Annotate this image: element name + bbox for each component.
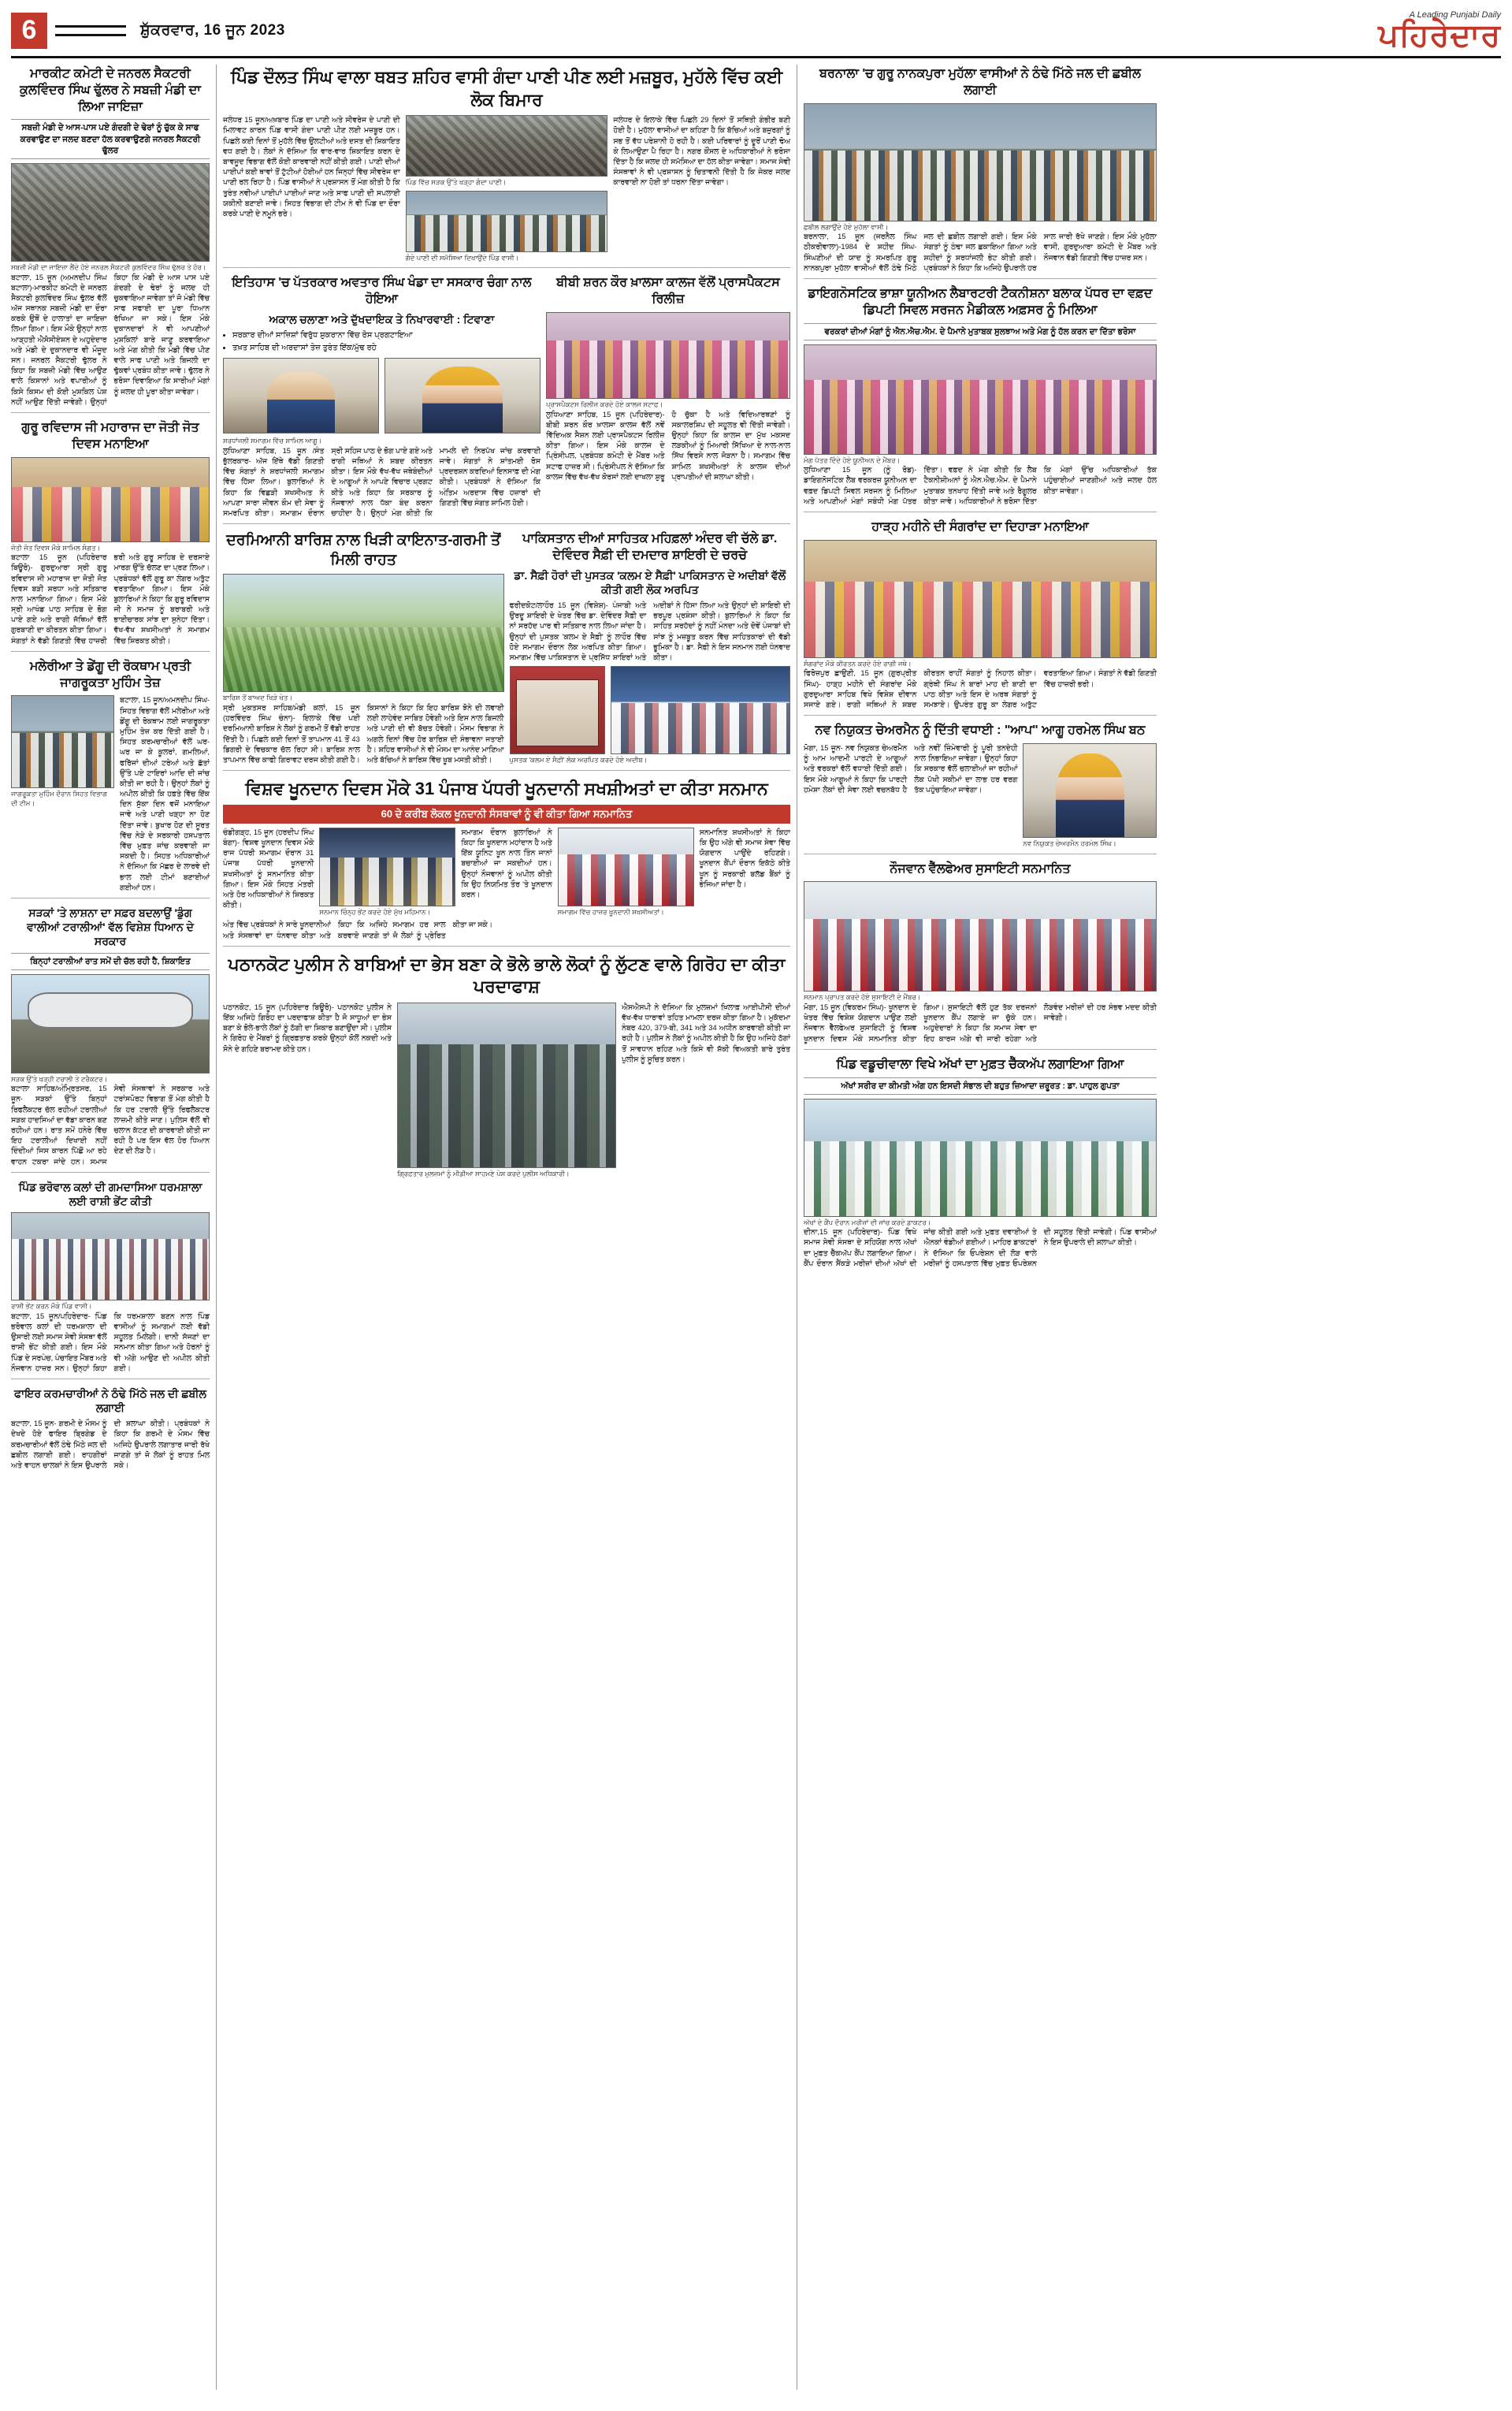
article-trolley [11, 904, 210, 1173]
bullet-item: • ਤਖ਼ਤ ਸਾਹਿਬ ਦੀ ਅਰਦਾਸਾਂ ਤੇਜ਼ ਤੁਰੰਤ ਇੱਕ/ਮੁੱਢ ਰਹੇ [232, 343, 541, 355]
article-columns [223, 115, 790, 262]
article-guru-ravidas [11, 419, 210, 652]
photo-caption: ਪ੍ਰਾਸਪੈਕਟਸ ਰਿਲੀਜ਼ ਕਰਦੇ ਹੋਏ ਕਾਲਜ ਸਟਾਫ। [546, 400, 663, 408]
article-body: ਬਟਾਲਾ, 15 ਜੂਨ- ਗਰਮੀ ਦੇ ਮੌਸਮ ਨੂੰ ਦੇਖਦੇ ਹੋਏ ਫਾਇਰ ਬ੍ਰਿਗੇਡ ਦੇ ਕਰਮਚਾਰੀਆਂ ਵੱਲੋਂ ਠੰਢੇ ਮਿੱਠੇ ਜਲ ਦੀ ਛਬੀਲ ਲਗਾਈ ਗਈ। ਰਾਹਗੀਰਾਂ ਅਤੇ ਵਾਹਨ ਚਾਲਕਾਂ ਨੇ ਇਸ ਉਪਰਾਲੇ ਦੀ ਸ਼ਲਾਘਾ ਕੀਤੀ। ਪ੍ਰਬੰਧਕਾਂ ਨੇ ਕਿਹਾ ਕਿ ਗਰਮੀ ਦੇ ਮੌਸਮ ਵਿੱਚ ਅਜਿਹੇ ਉਪਰਾਲੇ ਲਗਾਤਾਰ ਜਾਰੀ ਰੱਖੇ ਜਾਣਗੇ ਤਾਂ ਜੋ ਲੋਕਾਂ ਨੂੰ ਰਾਹਤ ਮਿਲ ਸਕੇ। [11, 1419, 210, 1470]
photo-caption: ਜੋਤੀ ਜੋਤ ਦਿਵਸ ਮੌਕੇ ਸ਼ਾਮਿਲ ਸੰਗਤ। [11, 543, 101, 552]
photo-caption: ਰਾਸ਼ੀ ਭੇਂਟ ਕਰਨ ਮੌਕੇ ਪਿੰਡ ਵਾਸੀ। [11, 1302, 92, 1311]
article-body: ਫਰੀਦਕੋਟ/ਲਾਹੌਰ 15 ਜੂਨ (ਵਿਸ਼ੇਸ਼)- ਪੰਜਾਬੀ ਅਤੇ ਉਰਦੂ ਸ਼ਾਇਰੀ ਦੇ ਖੇਤਰ ਵਿੱਚ ਡਾ. ਦੇਵਿੰਦਰ ਸੈਫ਼ੀ ਦਾ ਨਾਂ ਸਰਹੱਦ ਪਾਰ ਵੀ ਸਤਿਕਾਰ ਨਾਲ ਲਿਆ ਜਾਂਦਾ ਹੈ। ਉਨ੍ਹਾਂ ਦੀ ਪੁਸਤਕ 'ਕਲਮ ਏ ਸੈਫ਼ੀ' ਨੂੰ ਲਾਹੌਰ ਵਿੱਚ ਹੋਏ ਸਮਾਗਮ ਦੌਰਾਨ ਲੋਕ ਅਰਪਿਤ ਕੀਤਾ ਗਿਆ। ਸਮਾਗਮ ਵਿੱਚ ਪਾਕਿਸਤਾਨ ਦੇ ਪ੍ਰਸਿੱਧ ਸ਼ਾਇਰਾਂ ਅਤੇ ਅਦੀਬਾਂ ਨੇ ਹਿੱਸਾ ਲਿਆ ਅਤੇ ਉਨ੍ਹਾਂ ਦੀ ਸ਼ਾਇਰੀ ਦੀ ਭਰਪੂਰ ਪ੍ਰਸ਼ੰਸਾ ਕੀਤੀ। ਬੁਲਾਰਿਆਂ ਨੇ ਕਿਹਾ ਕਿ ਸਾਹਿਤ ਸਰਹੱਦਾਂ ਨੂੰ ਨਹੀਂ ਮੰਨਦਾ ਅਤੇ ਦੋਵੇਂ ਪੰਜਾਬਾਂ ਦੀ ਸਾਂਝ ਨੂੰ ਮਜ਼ਬੂਤ ਕਰਨ ਵਿੱਚ ਸਾਹਿਤਕਾਰਾਂ ਦੀ ਵੱਡੀ ਭੂਮਿਕਾ ਹੈ। ਡਾ. ਸੈਫ਼ੀ ਨੇ ਇਸ ਸਨਮਾਨ ਲਈ ਧੰਨਵਾਦ ਕੀਤਾ। [509, 601, 790, 661]
article-photo [11, 163, 210, 262]
article-body-2: ਸਮਾਗਮ ਦੌਰਾਨ ਬੁਲਾਰਿਆਂ ਨੇ ਕਿਹਾ ਕਿ ਖੂਨਦਾਨ ਮਹਾਂਦਾਨ ਹੈ ਅਤੇ ਇੱਕ ਯੂਨਿਟ ਖੂਨ ਨਾਲ ਤਿੰਨ ਜਾਨਾਂ ਬਚਾਈਆਂ ਜਾ ਸਕਦੀਆਂ ਹਨ। ਉਨ੍ਹਾਂ ਨੌਜਵਾਨਾਂ ਨੂੰ ਅਪੀਲ ਕੀਤੀ ਕਿ ਉਹ ਨਿਯਮਿਤ ਤੌਰ 'ਤੇ ਖੂਨਦਾਨ ਕਰਨ। [461, 828, 552, 899]
article-body-4: ਅੰਤ ਵਿੱਚ ਪ੍ਰਬੰਧਕਾਂ ਨੇ ਸਾਰੇ ਖੂਨਦਾਨੀਆਂ ਅਤੇ ਸੰਸਥਾਵਾਂ ਦਾ ਧੰਨਵਾਦ ਕੀਤਾ ਅਤੇ ਕਿਹਾ ਕਿ ਅਜਿਹੇ ਸਮਾਗਮ ਹਰ ਸਾਲ ਕਰਵਾਏ ਜਾਣਗੇ ਤਾਂ ਜੋ ਲੋਕਾਂ ਨੂੰ ਪ੍ਰੇਰਿਤ ਕੀਤਾ ਜਾ ਸਕੇ। [223, 921, 493, 939]
article-barnala-chabeel [804, 65, 1157, 279]
article-body: ਲੁਧਿਆਣਾ ਸਾਹਿਬ, 15 ਜੂਨ /ਸੰਤ ਭੁੱਲਰਕਾਰ- ਅੱਜ ਇੱਥੇ ਵੱਡੀ ਗਿਣਤੀ ਵਿੱਚ ਸੰਗਤਾਂ ਨੇ ਸ਼ਰਧਾਂਜਲੀ ਸਮਾਗਮ ਵਿੱਚ ਹਿੱਸਾ ਲਿਆ। ਬੁਲਾਰਿਆਂ ਨੇ ਕਿਹਾ ਕਿ ਵਿਛੜੀ ਸ਼ਖਸੀਅਤ ਨੇ ਆਪਣਾ ਸਾਰਾ ਜੀਵਨ ਕੌਮ ਦੀ ਸੇਵਾ ਨੂੰ ਸਮਰਪਿਤ ਕੀਤਾ। ਸਮਾਗਮ ਦੌਰਾਨ ਸ੍ਰੀ ਸਹਿਜ ਪਾਠ ਦੇ ਭੋਗ ਪਾਏ ਗਏ ਅਤੇ ਰਾਗੀ ਜਥਿਆਂ ਨੇ ਸ਼ਬਦ ਕੀਰਤਨ ਕੀਤਾ। ਇਸ ਮੌਕੇ ਵੱਖ-ਵੱਖ ਜਥੇਬੰਦੀਆਂ ਦੇ ਆਗੂਆਂ ਨੇ ਆਪਣੇ ਵਿਚਾਰ ਪ੍ਰਗਟ ਕੀਤੇ ਅਤੇ ਕਿਹਾ ਕਿ ਸਰਕਾਰ ਨੂੰ ਨੌਜਵਾਨਾਂ ਨਾਲ ਧੱਕਾ ਬੰਦ ਕਰਨਾ ਚਾਹੀਦਾ ਹੈ। ਉਨ੍ਹਾਂ ਮੰਗ ਕੀਤੀ ਕਿ ਮਾਮਲੇ ਦੀ ਨਿਰਪੱਖ ਜਾਂਚ ਕਰਵਾਈ ਜਾਵੇ। ਸੰਗਤਾਂ ਨੇ ਸ਼ਾਂਤਮਈ ਰੋਸ ਪ੍ਰਦਰਸ਼ਨ ਕਰਦਿਆਂ ਇਨਸਾਫ਼ ਦੀ ਮੰਗ ਕੀਤੀ। ਪ੍ਰਬੰਧਕਾਂ ਨੇ ਦੱਸਿਆ ਕਿ ਅੰਤਿਮ ਅਰਦਾਸ ਵਿੱਚ ਹਜ਼ਾਰਾਂ ਦੀ ਗਿਣਤੀ ਵਿੱਚ ਸੰਗਤ ਸ਼ਾਮਿਲ ਹੋਈ। [223, 446, 541, 517]
article-body-1: ਚੰਡੀਗੜ੍ਹ, 15 ਜੂਨ (ਹਰਦੀਪ ਸਿੰਘ ਬੰਗਾ)- ਵਿਸ਼ਵ ਖੂਨਦਾਨ ਦਿਵਸ ਮੌਕੇ ਰਾਜ ਪੱਧਰੀ ਸਮਾਗਮ ਦੌਰਾਨ 31 ਪੰਜਾਬ ਪੱਧਰੀ ਖੂਨਦਾਨੀ ਸ਼ਖਸੀਅਤਾਂ ਨੂੰ ਸਨਮਾਨਿਤ ਕੀਤਾ ਗਿਆ। ਇਸ ਮੌਕੇ ਸਿਹਤ ਮੰਤਰੀ ਅਤੇ ਹੋਰ ਅਧਿਕਾਰੀਆਂ ਨੇ ਸ਼ਿਰਕਤ ਕੀਤੀ। [223, 828, 314, 910]
headline: ਪਿੰਡ ਵਡੂਚੀਵਾਲਾ ਵਿਖੇ ਅੱਖਾਂ ਦਾ ਮੁਫ਼ਤ ਚੈੱਕਅੱਪ ਲਗਾਇਆ ਗਿਆ [836, 1057, 1124, 1071]
article-body: ਬਟਾਲਾ, 15 ਜੂਨ/ਪਹਿਰੇਦਾਰ- ਪਿੰਡ ਭਰੋਵਾਲ ਕਲਾਂ ਦੀ ਧਰਮਸ਼ਾਲਾ ਦੀ ਉਸਾਰੀ ਲਈ ਸਮਾਜ ਸੇਵੀ ਸੰਸਥਾ ਵੱਲੋਂ ਰਾਸ਼ੀ ਭੇਂਟ ਕੀਤੀ ਗਈ। ਇਸ ਮੌਕੇ ਪਿੰਡ ਦੇ ਸਰਪੰਚ, ਪੰਚਾਇਤ ਮੈਂਬਰ ਅਤੇ ਨੌਜਵਾਨ ਹਾਜ਼ਰ ਸਨ। ਉਨ੍ਹਾਂ ਕਿਹਾ ਕਿ ਧਰਮਸ਼ਾਲਾ ਬਣਨ ਨਾਲ ਪਿੰਡ ਵਾਸੀਆਂ ਨੂੰ ਸਮਾਗਮਾਂ ਲਈ ਵੱਡੀ ਸਹੂਲਤ ਮਿਲੇਗੀ। ਦਾਨੀ ਸੱਜਣਾਂ ਦਾ ਸਨਮਾਨ ਕੀਤਾ ਗਿਆ ਅਤੇ ਹੋਰਨਾਂ ਨੂੰ ਵੀ ਅੱਗੇ ਆਉਣ ਦੀ ਅਪੀਲ ਕੀਤੀ ਗਈ। [11, 1312, 210, 1372]
article-new-appointment [804, 721, 1157, 854]
photo-caption-b: ਸਮਾਗਮ ਵਿੱਚ ਹਾਜ਼ਰ ਖੂਨਦਾਨੀ ਸ਼ਖਸੀਅਤਾਂ। [557, 907, 664, 916]
page-grid [11, 65, 1501, 2390]
headline: ਪਿੰਡ ਦੌਲਤ ਸਿੰਘ ਵਾਲਾ ਥਬਤ ਸ਼ਹਿਰ ਵਾਸੀ ਗੰਦਾ ਪਾਣੀ ਪੀਣ ਲਈ ਮਜ਼ਬੂਰ, ਮੁਹੱਲੇ ਵਿੱਚ ਕਈ ਲੋਕ ਬਿਮਾਰ [230, 67, 783, 110]
article-photo [546, 312, 790, 399]
photo-caption: ਨਵ ਨਿਯੁਕਤ ਚੇਅਰਮੈਨ ਹਰਮੇਲ ਸਿੰਘ। [1023, 839, 1116, 847]
article-banner: 60 ਦੇ ਕਰੀਬ ਲੋਕਲ ਖੂਨਦਾਨੀ ਸੰਸਥਾਵਾਂ ਨੂੰ ਵੀ ਕੀਤਾ ਗਿਆ ਸਨਮਾਨਿਤ [223, 805, 790, 824]
article-photo [804, 103, 1157, 221]
article-photo [804, 344, 1157, 455]
article-body: ਸ੍ਰੀ ਮੁਕਤਸਰ ਸਾਹਿਬ/ਮੰਡੀ ਕਲਾਂ, 15 ਜੂਨ (ਹਰਵਿੰਦਰ ਸਿੰਘ ਚੰਨਾ)- ਇਲਾਕੇ ਵਿੱਚ ਪਈ ਦਰਮਿਆਨੀ ਬਾਰਿਸ਼ ਨੇ ਲੋਕਾਂ ਨੂੰ ਗਰਮੀ ਤੋਂ ਵੱਡੀ ਰਾਹਤ ਦਿੱਤੀ ਹੈ। ਪਿਛਲੇ ਕਈ ਦਿਨਾਂ ਤੋਂ ਤਾਪਮਾਨ 41 ਤੋਂ 43 ਡਿਗਰੀ ਦੇ ਵਿਚਕਾਰ ਚੱਲ ਰਿਹਾ ਸੀ। ਬਾਰਿਸ਼ ਨਾਲ ਤਾਪਮਾਨ ਵਿੱਚ ਕਾਫੀ ਗਿਰਾਵਟ ਦਰਜ ਕੀਤੀ ਗਈ ਹੈ। ਕਿਸਾਨਾਂ ਨੇ ਕਿਹਾ ਕਿ ਇਹ ਬਾਰਿਸ਼ ਝੋਨੇ ਦੀ ਲਵਾਈ ਲਈ ਲਾਹੇਵੰਦ ਸਾਬਿਤ ਹੋਵੇਗੀ ਅਤੇ ਇਸ ਨਾਲ ਬਿਜਲੀ ਅਤੇ ਪਾਣੀ ਦੀ ਵੀ ਬੱਚਤ ਹੋਵੇਗੀ। ਮੌਸਮ ਵਿਭਾਗ ਨੇ ਅਗਲੇ ਦਿਨਾਂ ਵਿੱਚ ਹੋਰ ਬਾਰਿਸ਼ ਦੀ ਸੰਭਾਵਨਾ ਜਤਾਈ ਹੈ। ਸ਼ਹਿਰ ਵਾਸੀਆਂ ਨੇ ਵੀ ਮੌਸਮ ਦਾ ਆਨੰਦ ਮਾਣਿਆ ਅਤੇ ਬੱਚਿਆਂ ਨੇ ਬਾਰਿਸ਼ ਵਿੱਚ ਖੂਬ ਮਸਤੀ ਕੀਤੀ। [223, 704, 504, 764]
article-photo [1023, 743, 1157, 838]
photo-caption: ਪੁਸਤਕ 'ਕਲਮ ਏ ਸੈਫ਼ੀ' ਲੋਕ ਅਰਪਿਤ ਕਰਦੇ ਹੋਏ ਅਦੀਬ। [509, 756, 648, 765]
headline: ਵਿਸ਼ਵ ਖੂਨਦਾਨ ਦਿਵਸ ਮੌਕੇ 31 ਪੰਜਾਬ ਪੱਧਰੀ ਖੂਨਦਾਨੀ ਸਖਸ਼ੀਅਤਾਂ ਦਾ ਕੀਤਾ ਸਨਮਾਨ [245, 779, 768, 799]
article-body: ਫਿਰੋਜ਼ਪੁਰ ਛਾਉਣੀ, 15 ਜੂਨ (ਗੁਰਪ੍ਰੀਤ ਸਿੰਘ)- ਹਾੜ੍ਹ ਮਹੀਨੇ ਦੀ ਸੰਗਰਾਂਦ ਮੌਕੇ ਗੁਰਦੁਆਰਾ ਸਾਹਿਬ ਵਿਖੇ ਵਿਸ਼ੇਸ਼ ਦੀਵਾਨ ਸਜਾਏ ਗਏ। ਰਾਗੀ ਜਥਿਆਂ ਨੇ ਸ਼ਬਦ ਕੀਰਤਨ ਰਾਹੀਂ ਸੰਗਤਾਂ ਨੂੰ ਨਿਹਾਲ ਕੀਤਾ। ਗ੍ਰੰਥੀ ਸਿੰਘ ਨੇ ਬਾਰਾਂ ਮਾਹ ਦੀ ਬਾਣੀ ਦਾ ਪਾਠ ਕੀਤਾ ਅਤੇ ਇਸ ਦੇ ਅਰਥ ਸੰਗਤਾਂ ਨੂੰ ਸਮਝਾਏ। ਉਪਰੰਤ ਗੁਰੂ ਕਾ ਲੰਗਰ ਅਤੁੱਟ ਵਰਤਾਇਆ ਗਿਆ। ਸੰਗਤਾਂ ਨੇ ਵੱਡੀ ਗਿਣਤੀ ਵਿੱਚ ਹਾਜ਼ਰੀ ਭਰੀ। [804, 669, 1157, 709]
masthead-rule [55, 25, 126, 36]
article-bharowal [11, 1178, 210, 1379]
subheadline: ਅੱਖਾਂ ਸਰੀਰ ਦਾ ਕੀਮਤੀ ਅੰਗ ਹਨ ਇਸਦੀ ਸੰਭਾਲ ਦੀ ਬਹੁਤ ਜ਼ਿਆਦਾ ਜ਼ਰੂਰਤ : ਡਾ. ਪਾਹੁਲ ਗੁਪਤਾ [804, 1077, 1157, 1095]
article-body: ਬਟਾਲਾ 15 ਜੂਨ (ਪਹਿਰੇਦਾਰ ਬਿਊਰੋ)- ਗੁਰਦੁਆਰਾ ਸ੍ਰੀ ਗੁਰੂ ਰਵਿਦਾਸ ਜੀ ਮਹਾਰਾਜ ਦਾ ਜੋਤੀ ਜੋਤ ਦਿਵਸ ਬੜੀ ਸ਼ਰਧਾ ਅਤੇ ਸਤਿਕਾਰ ਨਾਲ ਮਨਾਇਆ ਗਿਆ। ਇਸ ਮੌਕੇ ਸ੍ਰੀ ਆਖੰਡ ਪਾਠ ਸਾਹਿਬ ਦੇ ਭੋਗ ਪਾਏ ਗਏ ਅਤੇ ਰਾਗੀ ਜੱਥਿਆਂ ਵੱਲੋਂ ਗੁਰਬਾਣੀ ਦਾ ਕੀਰਤਨ ਕੀਤਾ ਗਿਆ। ਸੰਗਤਾਂ ਨੇ ਵੱਡੀ ਗਿਣਤੀ ਵਿੱਚ ਹਾਜ਼ਰੀ ਭਰੀ ਅਤੇ ਗੁਰੂ ਸਾਹਿਬ ਦੇ ਦਰਸਾਏ ਮਾਰਗ ਉੱਤੇ ਚੱਲਣ ਦਾ ਪ੍ਰਣ ਲਿਆ। ਪ੍ਰਬੰਧਕਾਂ ਵੱਲੋਂ ਗੁਰੂ ਕਾ ਲੰਗਰ ਅਤੁੱਟ ਵਰਤਾਇਆ ਗਿਆ। ਇਸ ਮੌਕੇ ਬੁਲਾਰਿਆਂ ਨੇ ਕਿਹਾ ਕਿ ਗੁਰੂ ਰਵਿਦਾਸ ਜੀ ਨੇ ਸਮਾਜ ਨੂੰ ਬਰਾਬਰੀ ਅਤੇ ਭਾਈਚਾਰਕ ਸਾਂਝ ਦਾ ਸੁਨੇਹਾ ਦਿੱਤਾ। ਵੱਖ-ਵੱਖ ਸ਼ਖਸੀਅਤਾਂ ਨੇ ਸਮਾਗਮ ਵਿੱਚ ਸ਼ਿਰਕਤ ਕੀਤੀ। [11, 553, 210, 645]
photo-caption-a: ਸਨਮਾਨ ਚਿੰਨ੍ਹ ਭੇਂਟ ਕਰਦੇ ਹੋਏ ਮੁੱਖ ਮਹਿਮਾਨ। [319, 907, 431, 916]
article-pathankot-police [223, 952, 790, 1184]
article-photo [804, 881, 1157, 992]
masthead-logo: ਪਹਿਰੇਦਾਰ [1378, 17, 1501, 53]
article-parsurkar-and-college [223, 273, 790, 524]
article-photo-a [223, 358, 379, 433]
subheadline: ਡਾ. ਸੈਫ਼ੀ ਹੋਰਾਂ ਦੀ ਪੁਸਤਕ 'ਕਲਮ ਏ ਸੈਫ਼ੀ' ਪਾਕਿਸਤਾਨ ਦੇ ਅਦੀਬਾਂ ਵੱਲੋਂ ਕੀਤੀ ਗਈ ਲੋਕ ਅਰਪਿਤ [514, 568, 786, 596]
headline: ਬਰਨਾਲਾ 'ਚ ਗੁਰੂ ਨਾਨਕਪੁਰਾ ਮੁਹੱਲਾ ਵਾਸੀਆਂ ਨੇ ਠੰਢੇ ਮਿੱਠੇ ਜਲ ਦੀ ਛਬੀਲ ਲਗਾਈ [819, 67, 1141, 97]
article-columns [223, 1003, 790, 1179]
masthead-logo-wrap [1378, 10, 1501, 51]
article-body: ਦੀਨਾ,15 ਜੂਨ (ਪਹਿਰੇਦਾਰ)- ਪਿੰਡ ਵਿਖੇ ਸਮਾਜ ਸੇਵੀ ਸੰਸਥਾ ਦੇ ਸਹਿਯੋਗ ਨਾਲ ਅੱਖਾਂ ਦਾ ਮੁਫ਼ਤ ਚੈੱਕਅੱਪ ਕੈਂਪ ਲਗਾਇਆ ਗਿਆ। ਕੈਂਪ ਦੌਰਾਨ ਸੈਂਕੜੇ ਮਰੀਜ਼ਾਂ ਦੀਆਂ ਅੱਖਾਂ ਦੀ ਜਾਂਚ ਕੀਤੀ ਗਈ ਅਤੇ ਮੁਫ਼ਤ ਦਵਾਈਆਂ ਤੇ ਐਨਕਾਂ ਵੰਡੀਆਂ ਗਈਆਂ। ਮਾਹਿਰ ਡਾਕਟਰਾਂ ਨੇ ਦੱਸਿਆ ਕਿ ਓਪਰੇਸ਼ਨ ਦੀ ਲੋੜ ਵਾਲੇ ਮਰੀਜ਼ਾਂ ਨੂੰ ਹਸਪਤਾਲ ਵਿੱਚ ਮੁਫ਼ਤ ਓਪਰੇਸ਼ਨ ਦੀ ਸਹੂਲਤ ਦਿੱਤੀ ਜਾਵੇਗੀ। ਪਿੰਡ ਵਾਸੀਆਂ ਨੇ ਇਸ ਉਪਰਾਲੇ ਦੀ ਸ਼ਲਾਘਾ ਕੀਤੀ। [804, 1228, 1157, 1267]
book-cover-photo [510, 666, 605, 754]
article-body: ਲੁਧਿਆਣਾ 15 ਜੂਨ (ਨੂੰ ਰੋਡ)- ਡਾਇਗਨੋਸਟਿਕ ਲੈਬ ਵਰਕਰਜ਼ ਯੂਨੀਅਨ ਦਾ ਵਫ਼ਦ ਡਿਪਟੀ ਸਿਵਲ ਸਰਜਨ ਨੂੰ ਮਿਲਿਆ ਅਤੇ ਆਪਣੀਆਂ ਮੰਗਾਂ ਸਬੰਧੀ ਮੰਗ ਪੱਤਰ ਦਿੱਤਾ। ਵਫ਼ਦ ਨੇ ਮੰਗ ਕੀਤੀ ਕਿ ਲੈਬ ਟੈਕਨੀਸ਼ੀਅਨਾਂ ਨੂੰ ਐਨ.ਐਚ.ਐਮ. ਦੇ ਪੈਮਾਨੇ ਮੁਤਾਬਕ ਤਨਖਾਹ ਦਿੱਤੀ ਜਾਵੇ ਅਤੇ ਰੈਗੂਲਰ ਕੀਤਾ ਜਾਵੇ। ਅਧਿਕਾਰੀਆਂ ਨੇ ਭਰੋਸਾ ਦਿੱਤਾ ਕਿ ਮੰਗਾਂ ਉੱਚ ਅਧਿਕਾਰੀਆਂ ਤੱਕ ਪਹੁੰਚਾਈਆਂ ਜਾਣਗੀਆਂ ਅਤੇ ਜਲਦ ਹੱਲ ਕੀਤਾ ਜਾਵੇਗਾ। [804, 466, 1157, 505]
two-article-row [223, 273, 790, 519]
subheadline: ਅਕਾਲ ਚਲਾਣਾ ਅਤੇ ਦੁੱਖਦਾਇਕ ਤੇ ਨਿਖਾਰਵਾਈ : ਟਿਵਾਣਾ [269, 312, 495, 326]
article-body-right: ਐਸਐਸਪੀ ਨੇ ਦੱਸਿਆ ਕਿ ਮੁਲਜ਼ਮਾਂ ਖ਼ਿਲਾਫ਼ ਆਈਪੀਸੀ ਦੀਆਂ ਵੱਖ-ਵੱਖ ਧਾਰਾਵਾਂ ਤਹਿਤ ਮਾਮਲਾ ਦਰਜ ਕੀਤਾ ਗਿਆ ਹੈ। ਮੁਕੱਦਮਾ ਨੰਬਰ 420, 379-ਬੀ, 341 ਅਤੇ 34 ਅਧੀਨ ਕਾਰਵਾਈ ਕੀਤੀ ਜਾ ਰਹੀ ਹੈ। ਪੁਲੀਸ ਨੇ ਲੋਕਾਂ ਨੂੰ ਅਪੀਲ ਕੀਤੀ ਹੈ ਕਿ ਉਹ ਅਜਿਹੇ ਠੱਗਾਂ ਤੋਂ ਸਾਵਧਾਨ ਰਹਿਣ ਅਤੇ ਕਿਸੇ ਵੀ ਸ਼ੱਕੀ ਵਿਅਕਤੀ ਬਾਰੇ ਤੁਰੰਤ ਪੁਲੀਸ ਨੂੰ ਸੂਚਿਤ ਕਰਨ। [622, 1003, 790, 1063]
headline: ਪਿੰਡ ਭਰੋਵਾਲ ਕਲਾਂ ਦੀ ਗਮਦਾਸਿਆ ਧਰਮਸ਼ਾਲਾ ਲਈ ਰਾਸ਼ੀ ਭੇਂਟ ਕੀਤੀ [18, 1180, 202, 1207]
photo-caption: ਅੱਖਾਂ ਦੇ ਕੈਂਪ ਦੌਰਾਨ ਮਰੀਜ਼ਾਂ ਦੀ ਜਾਂਚ ਕਰਦੇ ਡਾਕਟਰ। [804, 1218, 931, 1226]
headline: ਪਾਕਿਸਤਾਨ ਦੀਆਂ ਸਾਹਿਤਕ ਮਹਿਫ਼ਲਾਂ ਅੰਦਰ ਵੀ ਚੱਲੇ ਡਾ. ਦੇਵਿੰਦਰ ਸੈਫ਼ੀ ਦੀ ਦਮਦਾਰ ਸ਼ਾਇਰੀ ਦੇ ਚਰਚੇ [522, 532, 778, 562]
article-columns [223, 828, 790, 917]
article-photo [397, 1003, 616, 1168]
article-body-side: ਬਟਾਲਾ, 15 ਜੂਨ/ਅਮਨਦੀਪ ਸਿੰਘ- ਸਿਹਤ ਵਿਭਾਗ ਵੱਲੋਂ ਮਲੇਰੀਆ ਅਤੇ ਡੇਂਗੂ ਦੀ ਰੋਕਥਾਮ ਲਈ ਜਾਗਰੂਕਤਾ ਮੁਹਿੰਮ ਤੇਜ਼ ਕਰ ਦਿੱਤੀ ਗਈ ਹੈ। ਸਿਹਤ ਕਰਮਚਾਰੀਆਂ ਵੱਲੋਂ ਘਰ-ਘਰ ਜਾ ਕੇ ਕੂਲਰਾਂ, ਗਮਲਿਆਂ, ਫਰਿੱਜਾਂ ਦੀਆਂ ਟਰੇਆਂ ਅਤੇ ਛੱਤਾਂ ਉੱਤੇ ਪਏ ਟਾਇਰਾਂ ਆਦਿ ਦੀ ਜਾਂਚ ਕੀਤੀ ਜਾ ਰਹੀ ਹੈ। ਉਨ੍ਹਾਂ ਲੋਕਾਂ ਨੂੰ ਅਪੀਲ ਕੀਤੀ ਕਿ ਹਫ਼ਤੇ ਵਿੱਚ ਇੱਕ ਦਿਨ ਸੁੱਕਾ ਦਿਨ ਵਜੋਂ ਮਨਾਇਆ ਜਾਵੇ ਅਤੇ ਪਾਣੀ ਖੜ੍ਹਾ ਨਾ ਹੋਣ ਦਿੱਤਾ ਜਾਵੇ। ਬੁਖਾਰ ਹੋਣ ਦੀ ਸੂਰਤ ਵਿੱਚ ਨੇੜੇ ਦੇ ਸਰਕਾਰੀ ਹਸਪਤਾਲ ਵਿੱਚ ਮੁਫ਼ਤ ਜਾਂਚ ਕਰਵਾਈ ਜਾ ਸਕਦੀ ਹੈ। ਸਿਹਤ ਅਧਿਕਾਰੀਆਂ ਨੇ ਦੱਸਿਆ ਕਿ ਮੱਛਰ ਦੇ ਲਾਰਵੇ ਦੀ ਭਾਲ ਲਈ ਟੀਮਾਂ ਬਣਾਈਆਂ ਗਈਆਂ ਹਨ। [120, 696, 210, 891]
subheadline: ਬਿਨ੍ਹਾਂ ਟਰਾਲੀਆਂ ਰਾਤ ਸਮੇਂ ਦੀ ਚੱਲ ਰਹੀ ਹੈ, ਸ਼ਿਕਾਇਤ [11, 953, 210, 970]
article-body-3: ਸਨਮਾਨਿਤ ਸ਼ਖਸੀਅਤਾਂ ਨੇ ਕਿਹਾ ਕਿ ਉਹ ਅੱਗੇ ਵੀ ਸਮਾਜ ਸੇਵਾ ਵਿੱਚ ਯੋਗਦਾਨ ਪਾਉਂਦੇ ਰਹਿਣਗੇ। ਖੂਨਦਾਨ ਕੈਂਪਾਂ ਦੌਰਾਨ ਇਕੱਠੇ ਕੀਤੇ ਖੂਨ ਨੂੰ ਸਰਕਾਰੀ ਬਲੱਡ ਬੈਂਕਾਂ ਨੂੰ ਭੇਜਿਆ ਜਾਂਦਾ ਹੈ। [699, 828, 790, 888]
page-number: 6 [11, 13, 47, 49]
photo-caption: ਗ੍ਰਿਫ਼ਤਾਰ ਮੁਲਜ਼ਮਾਂ ਨੂੰ ਮੀਡੀਆ ਸਾਹਮਣੇ ਪੇਸ਼ ਕਰਦੇ ਪੁਲੀਸ ਅਧਿਕਾਰੀ। [396, 1169, 570, 1178]
article-pakistan-media [510, 530, 791, 765]
article-bibi-sharan [546, 273, 790, 519]
photo-caption: ਮੰਗ ਪੱਤਰ ਦਿੰਦੇ ਹੋਏ ਯੂਨੀਅਨ ਦੇ ਮੈਂਬਰ। [804, 456, 901, 464]
photo-caption: ਛਬੀਲ ਲਗਾਉਂਦੇ ਹੋਏ ਮੁਹੱਲਾ ਵਾਸੀ। [804, 222, 889, 231]
masthead-tagline: A Leading Punjabi Daily [1409, 9, 1501, 20]
headline: ਨੌਜਵਾਨ ਵੈੱਲਫੇਅਰ ਸੁਸਾਇਟੀ ਸਨਮਾਨਿਤ [890, 861, 1071, 876]
headline: ਪਠਾਨਕੋਟ ਪੁਲੀਸ ਨੇ ਬਾਬਿਆਂ ਦਾ ਭੇਸ ਬਣਾ ਕੇ ਭੋਲੇ ਭਾਲੇ ਲੋਕਾਂ ਨੂੰ ਲੁੱਟਣ ਵਾਲੇ ਗਿਰੋਹ ਦਾ ਕੀਤਾ ਪਰਦਾਫਾਸ਼ [228, 954, 786, 997]
headline: ਨਵ ਨਿਯੁਕਤ ਚੇਅਰਮੈਨ ਨੂੰ ਦਿੱਤੀ ਵਧਾਈ : "ਆਪ" ਆਗੂ ਹਰਮੇਲ ਸਿੰਘ ਬਠ [815, 724, 1146, 738]
article-fire-chabeel [11, 1385, 210, 1475]
headline: ਡਾਇਗਨੋਸਟਿਕ ਭਾਸ਼ਾ ਯੂਨੀਅਨ ਲੈਬਾਰਟਰੀ ਟੈਕਨੀਸ਼ਨਾ ਬਲਾਕ ਪੱਧਰ ਦਾ ਵਫ਼ਦ ਡਿਪਟੀ ਸਿਵਲ ਸਰਜਨ ਮੈਡੀਕਲ ਅਫ਼ਸਰ ਨੂੰ ਮਿਲਿਆ [808, 286, 1153, 317]
two-article-row [223, 530, 790, 765]
article-eye-camp [804, 1055, 1157, 1274]
subheadline: ਵਰਕਰਾਂ ਦੀਆਂ ਮੰਗਾਂ ਨੂੰ ਐਨ.ਐਚ.ਐਮ. ਦੇ ਪੈਮਾਨੇ ਮੁਤਾਬਕ ਸੁਲਝਾਅ ਅਤੇ ਮੰਗ ਨੂੰ ਹੱਲ ਕਰਨ ਦਾ ਦਿੱਤਾ ਭਰੋਸਾ [804, 323, 1157, 340]
article-body: ਮੋਗਾ, 15 ਜੂਨ- ਨਵ ਨਿਯੁਕਤ ਚੇਅਰਮੈਨ ਨੂੰ ਆਮ ਆਦਮੀ ਪਾਰਟੀ ਦੇ ਆਗੂਆਂ ਅਤੇ ਵਰਕਰਾਂ ਵੱਲੋਂ ਵਧਾਈ ਦਿੱਤੀ ਗਈ। ਇਸ ਮੌਕੇ ਆਗੂਆਂ ਨੇ ਕਿਹਾ ਕਿ ਪਾਰਟੀ ਹਮੇਸ਼ਾ ਲੋਕਾਂ ਦੀ ਸੇਵਾ ਲਈ ਵਚਨਬੱਧ ਹੈ ਅਤੇ ਨਵੀਂ ਜ਼ਿੰਮੇਵਾਰੀ ਨੂੰ ਪੂਰੀ ਤਨਦੇਹੀ ਨਾਲ ਨਿਭਾਇਆ ਜਾਵੇਗਾ। ਉਨ੍ਹਾਂ ਕਿਹਾ ਕਿ ਸਰਕਾਰ ਵੱਲੋਂ ਚਲਾਈਆਂ ਜਾ ਰਹੀਆਂ ਲੋਕ ਪੱਖੀ ਸਕੀਮਾਂ ਦਾ ਲਾਭ ਹਰ ਵਰਗ ਤੱਕ ਪਹੁੰਚਾਇਆ ਜਾਵੇਗਾ। [804, 743, 1018, 794]
bullet-item: • ਸਰਕਾਰ ਦੀਆਂ ਸਾਜ਼ਿਸ਼ਾਂ ਵਿਰੁੱਧ ਸ਼ੁਕਰਾਨਾ ਵਿੱਚ ਰੋਸ ਪ੍ਰਗਟਾਇਆ [232, 330, 541, 342]
photo-caption: ਬਾਰਿਸ਼ ਤੋਂ ਬਾਅਦ ਖਿੜੇ ਖੇਤ। [223, 694, 293, 702]
article-body: ਬਟਾਲਾ ਸਾਹਿਬ/ਅੰਮ੍ਰਿਤਸਰ, 15 ਜੂਨ- ਸੜਕਾਂ ਉੱਤੇ ਬਿਨ੍ਹਾਂ ਰਿਫਲੈਕਟਰ ਚੱਲ ਰਹੀਆਂ ਟਰਾਲੀਆਂ ਸੜਕ ਹਾਦਸਿਆਂ ਦਾ ਵੱਡਾ ਕਾਰਨ ਬਣ ਰਹੀਆਂ ਹਨ। ਰਾਤ ਸਮੇਂ ਹਨੇਰੇ ਵਿੱਚ ਇਹ ਟਰਾਲੀਆਂ ਦਿਖਾਈ ਨਹੀਂ ਦਿੰਦੀਆਂ ਜਿਸ ਕਾਰਨ ਪਿੱਛੋਂ ਆ ਰਹੇ ਵਾਹਨ ਟਕਰਾ ਜਾਂਦੇ ਹਨ। ਸਮਾਜ ਸੇਵੀ ਸੰਸਥਾਵਾਂ ਨੇ ਸਰਕਾਰ ਅਤੇ ਟਰਾਂਸਪੋਰਟ ਵਿਭਾਗ ਤੋਂ ਮੰਗ ਕੀਤੀ ਹੈ ਕਿ ਹਰ ਟਰਾਲੀ ਉੱਤੇ ਰਿਫਲੈਕਟਰ ਲਾਜ਼ਮੀ ਕੀਤੇ ਜਾਣ। ਪੁਲਿਸ ਵੱਲੋਂ ਵੀ ਚਲਾਨ ਕੱਟਣ ਦੀ ਕਾਰਵਾਈ ਕੀਤੀ ਜਾ ਰਹੀ ਹੈ ਪਰ ਇਸ ਵੱਲ ਹੋਰ ਧਿਆਨ ਦੇਣ ਦੀ ਲੋੜ ਹੈ। [11, 1085, 210, 1166]
article-photo [11, 1212, 210, 1300]
article-body-left: ਜਲੰਧਰ 15 ਜੂਨ/ਅਖ਼ਬਾਰ ਪਿੰਡ ਦਾ ਪਾਣੀ ਅਤੇ ਸੀਵਰੇਜ ਦੇ ਪਾਣੀ ਦੀ ਮਿਲਾਵਟ ਕਾਰਨ ਪਿੰਡ ਵਾਸੀ ਗੰਦਾ ਪਾਣੀ ਪੀਣ ਲਈ ਮਜ਼ਬੂਰ ਹਨ। ਪਿਛਲੇ ਕਈ ਦਿਨਾਂ ਤੋਂ ਮੁਹੱਲੇ ਵਿੱਚ ਉਲਟੀਆਂ ਅਤੇ ਦਸਤ ਦੀ ਸ਼ਿਕਾਇਤ ਵਧ ਗਈ ਹੈ। ਲੋਕਾਂ ਨੇ ਦੱਸਿਆ ਕਿ ਵਾਰ-ਵਾਰ ਸ਼ਿਕਾਇਤ ਕਰਨ ਦੇ ਬਾਵਜੂਦ ਵਿਭਾਗ ਵੱਲੋਂ ਕੋਈ ਕਾਰਵਾਈ ਨਹੀਂ ਕੀਤੀ ਗਈ। ਪਾਣੀ ਦੀਆਂ ਪਾਈਪਾਂ ਕਈ ਥਾਵਾਂ ਤੋਂ ਟੁੱਟੀਆਂ ਹੋਈਆਂ ਹਨ ਜਿਨ੍ਹਾਂ ਵਿੱਚ ਸੀਵਰੇਜ ਦਾ ਪਾਣੀ ਰਲ ਰਿਹਾ ਹੈ। ਪਿੰਡ ਵਾਸੀਆਂ ਨੇ ਪ੍ਰਸ਼ਾਸਨ ਤੋਂ ਮੰਗ ਕੀਤੀ ਹੈ ਕਿ ਤੁਰੰਤ ਨਵੀਆਂ ਪਾਈਪਾਂ ਪਾਈਆਂ ਜਾਣ ਅਤੇ ਸਾਫ ਪਾਣੀ ਦੀ ਸਪਲਾਈ ਯਕੀਨੀ ਬਣਾਈ ਜਾਵੇ। ਸਿਹਤ ਵਿਭਾਗ ਦੀ ਟੀਮ ਨੇ ਵੀ ਪਿੰਡ ਦਾ ਦੌਰਾ ਕਰਕੇ ਪਾਣੀ ਦੇ ਨਮੂਨੇ ਭਰੇ। [223, 116, 400, 218]
masthead [11, 9, 1501, 58]
article-hadh-sangrand [804, 518, 1157, 716]
article-malaria [11, 657, 210, 899]
headline: ਗੁਰੂ ਰਵਿਦਾਸ ਜੀ ਮਹਾਰਾਜ ਦਾ ਜੋਤੀ ਜੋਤ ਦਿਵਸ ਮਨਾਇਆ [21, 420, 199, 451]
article-daulat-singh-wala [223, 65, 790, 268]
article-rain-relief [223, 530, 504, 765]
photo-caption-a: ਪਿੰਡ ਵਿੱਚ ਸੜਕ ਉੱਤੇ ਖੜ੍ਹਾ ਗੰਦਾ ਪਾਣੀ। [405, 178, 507, 187]
article-photo [11, 695, 114, 788]
photo-caption: ਸਨਮਾਨ ਪ੍ਰਾਪਤ ਕਰਦੇ ਹੋਏ ਸੁਸਾਇਟੀ ਦੇ ਮੈਂਬਰ। [804, 993, 921, 1002]
headline: ਫਾਇਰ ਕਰਮਚਾਰੀਆਂ ਨੇ ਠੰਢੇ ਮਿੱਠੇ ਜਲ ਦੀ ਛਬੀਲ ਲਗਾਈ [14, 1386, 206, 1415]
column-divider [216, 65, 217, 2390]
column-left [11, 65, 210, 2390]
article-body: ਬਰਨਾਲਾ, 15 ਜੂਨ (ਜਰਨੈਲ ਸਿੰਘ ਠੀਕਰੀਵਾਲਾ)-1984 ਦੇ ਸ਼ਹੀਦ ਸਿੰਘ-ਸਿੰਘਣੀਆਂ ਦੀ ਯਾਦ ਨੂੰ ਸਮਰਪਿਤ ਗੁਰੂ ਨਾਨਕਪੁਰਾ ਮੁਹੱਲਾ ਵਾਸੀਆਂ ਵੱਲੋਂ ਠੰਢੇ ਮਿੱਠੇ ਜਲ ਦੀ ਛਬੀਲ ਲਗਾਈ ਗਈ। ਇਸ ਮੌਕੇ ਸੰਗਤਾਂ ਨੂੰ ਠੰਢਾ ਜਲ ਛਕਾਇਆ ਗਿਆ ਅਤੇ ਸ਼ਹੀਦਾਂ ਨੂੰ ਸ਼ਰਧਾਂਜਲੀ ਭੇਟ ਕੀਤੀ ਗਈ। ਪ੍ਰਬੰਧਕਾਂ ਨੇ ਕਿਹਾ ਕਿ ਅਜਿਹੇ ਉਪਰਾਲੇ ਹਰ ਸਾਲ ਜਾਰੀ ਰੱਖੇ ਜਾਣਗੇ। ਇਸ ਮੌਕੇ ਮੁਹੱਲਾ ਵਾਸੀ, ਗੁਰਦੁਆਰਾ ਕਮੇਟੀ ਦੇ ਮੈਂਬਰ ਅਤੇ ਨੌਜਵਾਨ ਵੱਡੀ ਗਿਣਤੀ ਵਿੱਚ ਹਾਜ਼ਰ ਸਨ। [804, 233, 1157, 272]
headline: ਹਾੜ੍ਹ ਮਹੀਨੇ ਦੀ ਸੰਗਰਾਂਦ ਦਾ ਦਿਹਾੜਾ ਮਨਾਇਆ [871, 520, 1089, 534]
column-right [804, 65, 1157, 2390]
article-photo [804, 540, 1157, 658]
article-photo [223, 574, 504, 692]
photo-caption: ਜਾਗਰੂਕਤਾ ਮੁਹਿੰਮ ਦੌਰਾਨ ਸਿਹਤ ਵਿਭਾਗ ਦੀ ਟੀਮ। [11, 790, 108, 807]
subheadline: ਸਬਜ਼ੀ ਮੰਡੀ ਦੇ ਆਸ-ਪਾਸ ਪਏ ਗੰਦਗੀ ਦੇ ਢੇਰਾਂ ਨੂੰ ਚੁੱਕ ਕੇ ਸਾਫ ਕਰਵਾਉਣ ਦਾ ਜਲਦ ਬਣਦਾ ਹੱਲ ਕਰਵਾਉਣਗੇ ਜਨਰਲ ਸੈਕਟਰੀ ਢੁੱਲਰ [11, 119, 210, 159]
headline: ਦਰਮਿਆਨੀ ਬਾਰਿਸ਼ ਨਾਲ ਖਿੜੀ ਕਾਇਨਾਤ-ਗਰਮੀ ਤੋਂ ਮਿਲੀ ਰਾਹਤ [226, 532, 501, 568]
publication-date: ਸ਼ੁੱਕਰਵਾਰ, 16 ਜੂਨ 2023 [140, 21, 285, 39]
article-body: ਲੁਧਿਆਣਾ ਸਾਹਿਬ, 15 ਜੂਨ (ਪਹਿਰੇਦਾਰ)- ਬੀਬੀ ਸ਼ਰਨ ਕੌਰ ਖ਼ਾਲਸਾ ਕਾਲਜ ਵੱਲੋਂ ਨਵੇਂ ਵਿੱਦਿਅਕ ਸੈਸ਼ਨ ਲਈ ਪ੍ਰਾਸਪੈਕਟਸ ਰਿਲੀਜ਼ ਕੀਤਾ ਗਿਆ। ਇਸ ਮੌਕੇ ਕਾਲਜ ਦੇ ਪ੍ਰਿੰਸੀਪਲ, ਪ੍ਰਬੰਧਕ ਕਮੇਟੀ ਦੇ ਮੈਂਬਰ ਅਤੇ ਸਟਾਫ ਹਾਜ਼ਰ ਸੀ। ਪ੍ਰਿੰਸੀਪਲ ਨੇ ਦੱਸਿਆ ਕਿ ਕਾਲਜ ਵਿੱਚ ਵੱਖ-ਵੱਖ ਕੋਰਸਾਂ ਲਈ ਦਾਖਲਾ ਸ਼ੁਰੂ ਹੋ ਚੁੱਕਾ ਹੈ ਅਤੇ ਵਿਦਿਆਰਥਣਾਂ ਨੂੰ ਸਕਾਲਰਸ਼ਿਪ ਦੀ ਸਹੂਲਤ ਵੀ ਦਿੱਤੀ ਜਾਵੇਗੀ। ਉਨ੍ਹਾਂ ਕਿਹਾ ਕਿ ਕਾਲਜ ਦਾ ਮੁੱਖ ਮਕਸਦ ਲੜਕੀਆਂ ਨੂੰ ਮਿਆਰੀ ਸਿੱਖਿਆ ਦੇ ਨਾਲ-ਨਾਲ ਸਿੱਖ ਵਿਰਸੇ ਨਾਲ ਜੋੜਨਾ ਹੈ। ਸਮਾਗਮ ਵਿੱਚ ਸ਼ਾਮਿਲ ਸ਼ਖਸੀਅਤਾਂ ਨੇ ਕਾਲਜ ਦੀਆਂ ਪ੍ਰਾਪਤੀਆਂ ਦੀ ਸ਼ਲਾਘਾ ਕੀਤੀ। [546, 410, 790, 481]
article-photo-b [406, 191, 608, 252]
photo-caption: ਸੜਕ ਉੱਤੇ ਖੜ੍ਹੀ ਟਰਾਲੀ ਤੇ ਟਰੈਕਟਰ। [11, 1074, 108, 1083]
article-market-committee [11, 65, 210, 413]
column-center [223, 65, 790, 2390]
article-photo-a [406, 115, 608, 177]
headline: ਮਲੇਰੀਆ ਤੇ ਡੇਂਗੂ ਦੀ ਰੋਕਥਾਮ ਪ੍ਰਤੀ ਜਾਗਰੂਕਤਾ ਮੁਹਿੰਮ ਤੇਜ਼ [29, 659, 191, 690]
article-photo-b [558, 828, 694, 906]
article-photo [11, 974, 210, 1073]
article-rain-and-pakistan [223, 530, 790, 771]
headline: ਇਤਿਹਾਸ 'ਚ ਪੱਤਰਕਾਰ ਅਵਤਾਰ ਸਿੰਘ ਖੰਡਾ ਦਾ ਸਸਕਾਰ ਚੰਗਾ ਨਾਲ ਹੋਇਆ [232, 276, 532, 307]
photo-caption: ਸੰਗਰਾਂਦ ਮੌਕੇ ਕੀਰਤਨ ਕਰਦੇ ਹੋਏ ਰਾਗੀ ਜਥੇ। [804, 659, 912, 668]
article-welfare-society [804, 860, 1157, 1050]
article-photo [611, 666, 790, 754]
article-body-right: ਜਲੰਧਰ ਦੇ ਇਲਾਕੇ ਵਿੱਚ ਪਿਛਲੇ 29 ਦਿਨਾਂ ਤੋਂ ਸਥਿਤੀ ਗੰਭੀਰ ਬਣੀ ਹੋਈ ਹੈ। ਮੁਹੱਲਾ ਵਾਸੀਆਂ ਦਾ ਕਹਿਣਾ ਹੈ ਕਿ ਬੱਚਿਆਂ ਅਤੇ ਬਜ਼ੁਰਗਾਂ ਨੂੰ ਸਭ ਤੋਂ ਵੱਧ ਪਰੇਸ਼ਾਨੀ ਹੋ ਰਹੀ ਹੈ। ਕਈ ਪਰਿਵਾਰਾਂ ਨੂੰ ਦੂਰੋਂ ਪਾਣੀ ਢੋਅ ਕੇ ਲਿਆਉਣਾ ਪੈ ਰਿਹਾ ਹੈ। ਨਗਰ ਕੌਂਸਲ ਦੇ ਅਧਿਕਾਰੀਆਂ ਨੇ ਭਰੋਸਾ ਦਿੱਤਾ ਹੈ ਕਿ ਜਲਦ ਹੀ ਸਮੱਸਿਆ ਦਾ ਹੱਲ ਕੀਤਾ ਜਾਵੇਗਾ। ਸਮਾਜ ਸੇਵੀ ਸੰਸਥਾਵਾਂ ਨੇ ਵੀ ਪ੍ਰਸ਼ਾਸਨ ਨੂੰ ਚਿਤਾਵਨੀ ਦਿੱਤੀ ਹੈ ਕਿ ਜੇਕਰ ਜਲਦ ਕਾਰਵਾਈ ਨਾ ਹੋਈ ਤਾਂ ਧਰਨਾ ਦਿੱਤਾ ਜਾਵੇਗਾ। [613, 116, 791, 187]
headline: ਮਾਰਕੀਟ ਕਮੇਟੀ ਦੇ ਜਨਰਲ ਸੈਕਟਰੀ ਕੁਲਵਿੰਦਰ ਸਿੰਘ ਢੁੱਲਰ ਨੇ ਸਬਜ਼ੀ ਮੰਡੀ ਦਾ ਲਿਆ ਜਾਇਜ਼ਾ [20, 67, 201, 113]
article-media-row [804, 743, 1157, 849]
headline: ਬੀਬੀ ਸ਼ਰਨ ਕੌਰ ਖ਼ਾਲਸਾ ਕਾਲਜ ਵੱਲੋਂ ਪ੍ਰਾਸਪੈਕਟਸ ਰਿਲੀਜ਼ [556, 276, 780, 307]
article-body-left: ਪਠਾਨਕੋਟ, 15 ਜੂਨ (ਪਹਿਰੇਦਾਰ ਬਿਊਰੋ)- ਪਠਾਨਕੋਟ ਪੁਲੀਸ ਨੇ ਇੱਕ ਅਜਿਹੇ ਗਿਰੋਹ ਦਾ ਪਰਦਾਫਾਸ਼ ਕੀਤਾ ਹੈ ਜੋ ਸਾਧੂਆਂ ਦਾ ਭੇਸ ਬਣਾ ਕੇ ਭੋਲੇ-ਭਾਲੇ ਲੋਕਾਂ ਨੂੰ ਠੱਗੀ ਦਾ ਸ਼ਿਕਾਰ ਬਣਾਉਂਦਾ ਸੀ। ਪੁਲੀਸ ਨੇ ਗਿਰੋਹ ਦੇ ਮੈਂਬਰਾਂ ਨੂੰ ਗ੍ਰਿਫ਼ਤਾਰ ਕਰਕੇ ਉਨ੍ਹਾਂ ਕੋਲੋਂ ਨਕਦੀ ਅਤੇ ਸੋਨੇ ਦੇ ਗਹਿਣੇ ਬਰਾਮਦ ਕੀਤੇ ਹਨ। [223, 1003, 392, 1053]
article-lab-technicians [804, 285, 1157, 512]
bullet-list [223, 330, 541, 354]
article-photo [804, 1099, 1157, 1217]
article-photo [11, 457, 210, 542]
photo-caption: ਸਬਜ਼ੀ ਮੰਡੀ ਦਾ ਜਾਇਜ਼ਾ ਲੈਂਦੇ ਹੋਏ ਜਨਰਲ ਸੈਕਟਰੀ ਕੁਲਵਿੰਦਰ ਸਿੰਘ ਢੁੱਲਰ ਤੇ ਹੋਰ। [11, 262, 206, 271]
headline: ਸੜਕਾਂ 'ਤੇ ਲਾਸ਼ਨਾ ਦਾ ਸਫ਼ਰ ਬਦਲਾਉਂ 'ਡੁੰਗ ਵਾਲੀਆਂ ਟਰਾਲੀਆਂ' ਵੱਲ ਵਿਸ਼ੇਸ਼ ਧਿਆਨ ਦੇ ਸਰਕਾਰ [27, 906, 194, 948]
article-photo-b [385, 358, 541, 433]
photo-caption-b: ਗੰਦੇ ਪਾਣੀ ਦੀ ਸਮੱਸਿਆ ਦਿਖਾਉਂਦੇ ਪਿੰਡ ਵਾਸੀ। [405, 253, 519, 262]
article-body: ਬਟਾਲਾ, 15 ਜੂਨ (ਅਮਨਦੀਪ ਸਿੰਘ ਬਟਾਲਾ)-ਮਾਰਕੀਟ ਕਮੇਟੀ ਦੇ ਜਨਰਲ ਸੈਕਟਰੀ ਕੁਲਵਿੰਦਰ ਸਿੰਘ ਢੁੱਲਰ ਵੱਲੋਂ ਅੱਜ ਸਥਾਨਕ ਸਬਜ਼ੀ ਮੰਡੀ ਦਾ ਦੌਰਾ ਕਰਕੇ ਉਥੋਂ ਦੇ ਹਾਲਾਤਾਂ ਦਾ ਜਾਇਜ਼ਾ ਲਿਆ ਗਿਆ। ਇਸ ਮੌਕੇ ਉਨ੍ਹਾਂ ਨਾਲ ਆੜ੍ਹਤੀ ਐਸੋਸੀਏਸ਼ਨ ਦੇ ਅਹੁਦੇਦਾਰ ਅਤੇ ਮੰਡੀ ਦੇ ਦੁਕਾਨਦਾਰ ਵੀ ਮੌਜੂਦ ਸਨ। ਜਨਰਲ ਸੈਕਟਰੀ ਢੁੱਲਰ ਨੇ ਕਿਹਾ ਕਿ ਸਬਜ਼ੀ ਮੰਡੀ ਵਿੱਚ ਆਉਣ ਵਾਲੇ ਕਿਸਾਨਾਂ ਅਤੇ ਵਪਾਰੀਆਂ ਨੂੰ ਕਿਸੇ ਕਿਸਮ ਦੀ ਕੋਈ ਮੁਸ਼ਕਿਲ ਪੇਸ਼ ਨਹੀਂ ਆਉਣ ਦਿੱਤੀ ਜਾਵੇਗੀ। ਉਨ੍ਹਾਂ ਕਿਹਾ ਕਿ ਮੰਡੀ ਦੇ ਆਸ ਪਾਸ ਪਏ ਗੰਦਗੀ ਦੇ ਢੇਰਾਂ ਨੂੰ ਜਲਦ ਹੀ ਚੁਕਵਾਇਆ ਜਾਵੇਗਾ ਤਾਂ ਜੋ ਮੰਡੀ ਵਿੱਚ ਸਾਫ ਸਫਾਈ ਦਾ ਪੂਰਾ ਧਿਆਨ ਰੱਖਿਆ ਜਾ ਸਕੇ। ਇਸ ਮੌਕੇ ਦੁਕਾਨਦਾਰਾਂ ਨੇ ਵੀ ਆਪਣੀਆਂ ਮੁਸ਼ਕਿਲਾਂ ਬਾਰੇ ਜਾਣੂ ਕਰਵਾਇਆ ਅਤੇ ਮੰਗ ਕੀਤੀ ਕਿ ਮੰਡੀ ਵਿੱਚ ਪੀਣ ਵਾਲੇ ਸਾਫ ਪਾਣੀ ਅਤੇ ਬਿਜਲੀ ਦਾ ਢੁੱਕਵਾਂ ਪ੍ਰਬੰਧ ਕੀਤਾ ਜਾਵੇ। ਢੁੱਲਰ ਨੇ ਭਰੋਸਾ ਦਿਵਾਇਆ ਕਿ ਸਾਰੀਆਂ ਮੰਗਾਂ ਨੂੰ ਜਲਦ ਹੀ ਪੂਰਾ ਕੀਤਾ ਜਾਵੇਗਾ। [11, 273, 210, 406]
article-photo-a [319, 828, 455, 906]
article-parsurkar [223, 273, 541, 519]
article-media-row [11, 695, 210, 893]
article-blood-donor-day [223, 776, 790, 947]
photo-caption: ਸ਼ਰਧਾਂਜਲੀ ਸਮਾਗਮ ਵਿੱਚ ਸ਼ਾਮਿਲ ਆਗੂ। [223, 437, 322, 445]
article-body: ਮੋਗਾ, 15 ਜੂਨ (ਵਿਕਰਮ ਸਿੰਘ)- ਖੂਨਦਾਨ ਦੇ ਖੇਤਰ ਵਿੱਚ ਵਿਸ਼ੇਸ਼ ਯੋਗਦਾਨ ਪਾਉਣ ਲਈ ਨੌਜਵਾਨ ਵੈੱਲਫੇਅਰ ਸੁਸਾਇਟੀ ਨੂੰ ਵਿਸ਼ਵ ਖੂਨਦਾਨ ਦਿਵਸ ਮੌਕੇ ਸਨਮਾਨਿਤ ਕੀਤਾ ਗਿਆ। ਸੁਸਾਇਟੀ ਵੱਲੋਂ ਹੁਣ ਤੱਕ ਦਰਜਨਾਂ ਖੂਨਦਾਨ ਕੈਂਪ ਲਗਾਏ ਜਾ ਚੁੱਕੇ ਹਨ। ਅਹੁਦੇਦਾਰਾਂ ਨੇ ਕਿਹਾ ਕਿ ਸਮਾਜ ਸੇਵਾ ਦਾ ਇਹ ਕਾਰਜ ਅੱਗੇ ਵੀ ਜਾਰੀ ਰਹੇਗਾ ਅਤੇ ਲੋੜਵੰਦ ਮਰੀਜ਼ਾਂ ਦੀ ਹਰ ਸੰਭਵ ਮਦਦ ਕੀਤੀ ਜਾਵੇਗੀ। [804, 1003, 1157, 1043]
